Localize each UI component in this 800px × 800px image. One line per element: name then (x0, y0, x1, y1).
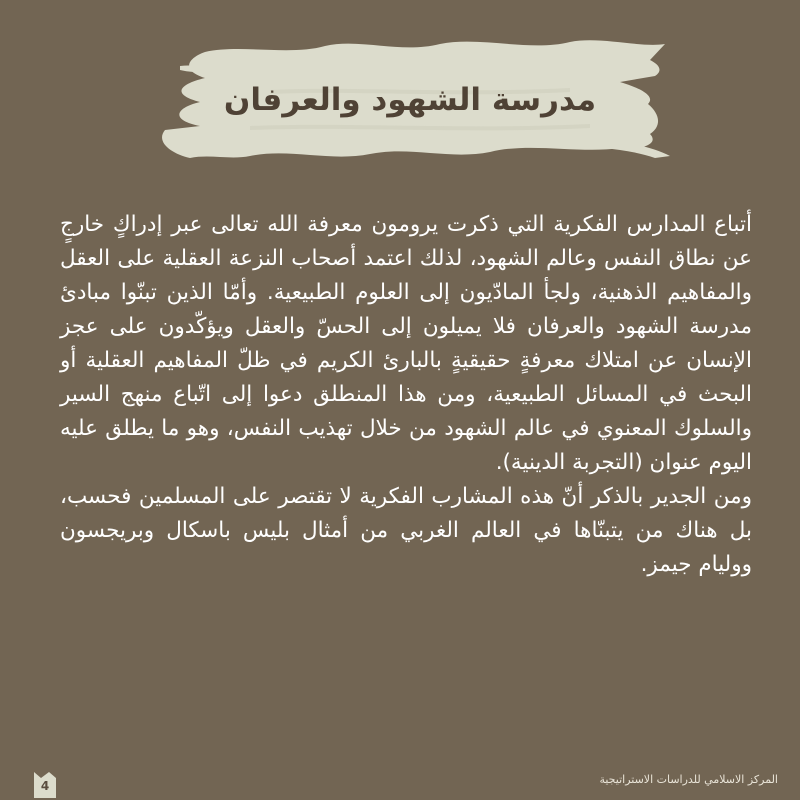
paragraph-2: ومن الجدير بالذكر أنّ هذه المشارب الفكرية لا تقتصر على المسلمين فحسب، بل هناك من يتبنّاها في العالم الغربي من أمثال بليس باسكال وبريجسون ووليام جيمز. (60, 484, 752, 577)
page-number: 4 (40, 779, 50, 793)
body-text (60, 208, 752, 582)
page-title: مدرسة الشهود والعرفان (223, 82, 597, 118)
paragraph-1: أتباع المدارس الفكرية التي ذكرت يرومون معرفة الله تعالى عبر إدراكٍ خارجٍ عن نطاق النفس وعالم الشهود، لذلك اعتمد أصحاب النزعة العقلية على العقل والمفاهيم الذهنية، ولجأ المادّيون إلى العلوم الطبيعية. وأمّا الذين تبنّوا مبادئ مدرسة الشهود والعرفان فلا يميلون إلى الحسّ والعقل ويؤكّدون على عجز الإنسان عن امتلاك معرفةٍ حقيقيةٍ بالبارئ الكريم في ظلّ المفاهيم العقلية أو البحث في المسائل الطبيعية، ومن هذا المنطلق دعوا إلى اتّباع منهج السير والسلوك المعنوي في عالم الشهود من خلال تهذيب النفس، وهو ما يطلق عليه اليوم عنوان (التجربة الدينية). (60, 212, 752, 475)
footer-organization: المركز الاسلامي للدراسات الاستراتيجية (599, 773, 778, 786)
page-number-badge (34, 772, 56, 798)
